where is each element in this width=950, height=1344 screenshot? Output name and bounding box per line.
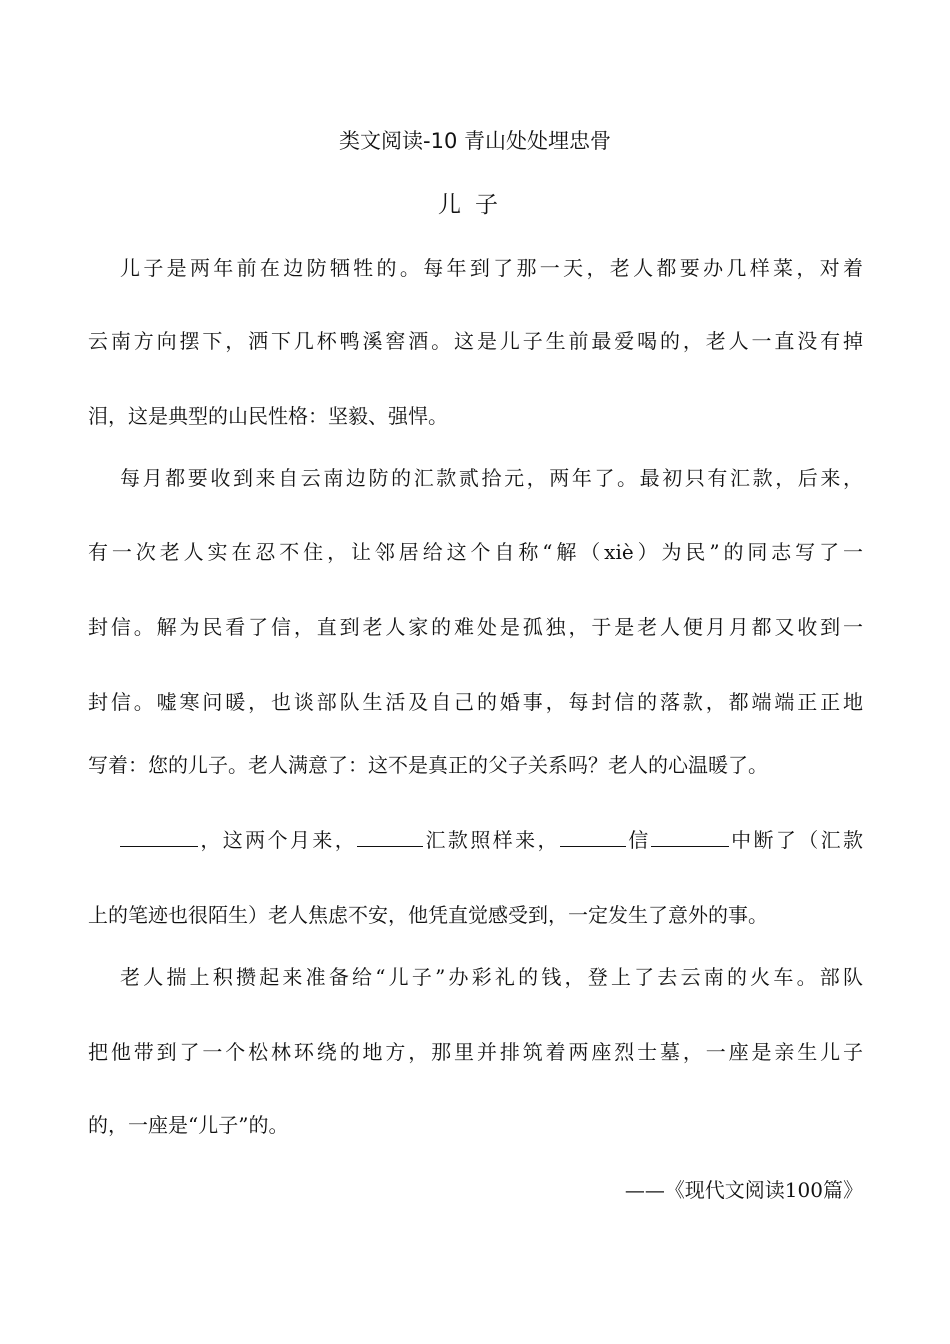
document-title: 类文阅读-10 青山处处埋忠骨 xyxy=(339,129,611,153)
paragraph-3-line-2: 上的笔迹也很陌生）老人焦虑不安，他凭直觉感受到，一定发生了意外的事。 xyxy=(88,903,768,927)
blank-3[interactable] xyxy=(560,845,626,847)
paragraph-1-line-3: 泪，这是典型的山民性格：坚毅、强悍。 xyxy=(88,404,448,428)
paragraph-2-line-1: 每月都要收到来自云南边防的汇款贰拾元，两年了。最初只有汇款，后来， xyxy=(120,466,863,490)
paragraph-4-line-3: 的，一座是“儿子”的。 xyxy=(88,1113,289,1137)
paragraph-1-line-1: 儿子是两年前在边防牺牲的。每年到了那一天，老人都要办几样菜，对着 xyxy=(120,256,863,280)
fill-in-blanks-line xyxy=(120,825,863,855)
blank-4[interactable] xyxy=(651,845,729,847)
paragraph-4-line-2: 把他带到了一个松林环绕的地方，那里并排筑着两座烈士墓，一座是亲生儿子 xyxy=(88,1040,863,1064)
blank-segment-4: 中断了（汇款 xyxy=(728,828,864,852)
blank-segment-1: ，这两个月来， xyxy=(198,828,358,852)
story-title: 儿子 xyxy=(438,192,512,218)
paragraph-1-line-2: 云南方向摆下，洒下几杯鸭溪窖酒。这是儿子生前最爱喝的，老人一直没有掉 xyxy=(88,329,863,353)
paragraph-4-line-1: 老人揣上积攒起来准备给“儿子”办彩礼的钱，登上了去云南的火车。部队 xyxy=(120,965,863,989)
blank-2[interactable] xyxy=(357,845,423,847)
paragraph-2-line-2: 有一次老人实在忍不住，让邻居给这个自称“解（xiè）为民”的同志写了一 xyxy=(88,540,863,564)
paragraph-2-line-4: 封信。嘘寒问暖，也谈部队生活及自己的婚事，每封信的落款，都端端正正地 xyxy=(88,690,863,714)
blank-1[interactable] xyxy=(120,845,198,847)
paragraph-2-line-3: 封信。解为民看了信，直到老人家的难处是孤独，于是老人便月月都又收到一 xyxy=(88,615,863,639)
paragraph-2-line-5: 写着：您的儿子。老人满意了：这不是真正的父子关系吗？老人的心温暖了。 xyxy=(88,753,768,777)
blank-segment-3: 信 xyxy=(625,828,651,852)
blank-segment-2: 汇款照样来， xyxy=(423,828,560,852)
source-citation: ——《现代文阅读100篇》 xyxy=(624,1178,863,1202)
